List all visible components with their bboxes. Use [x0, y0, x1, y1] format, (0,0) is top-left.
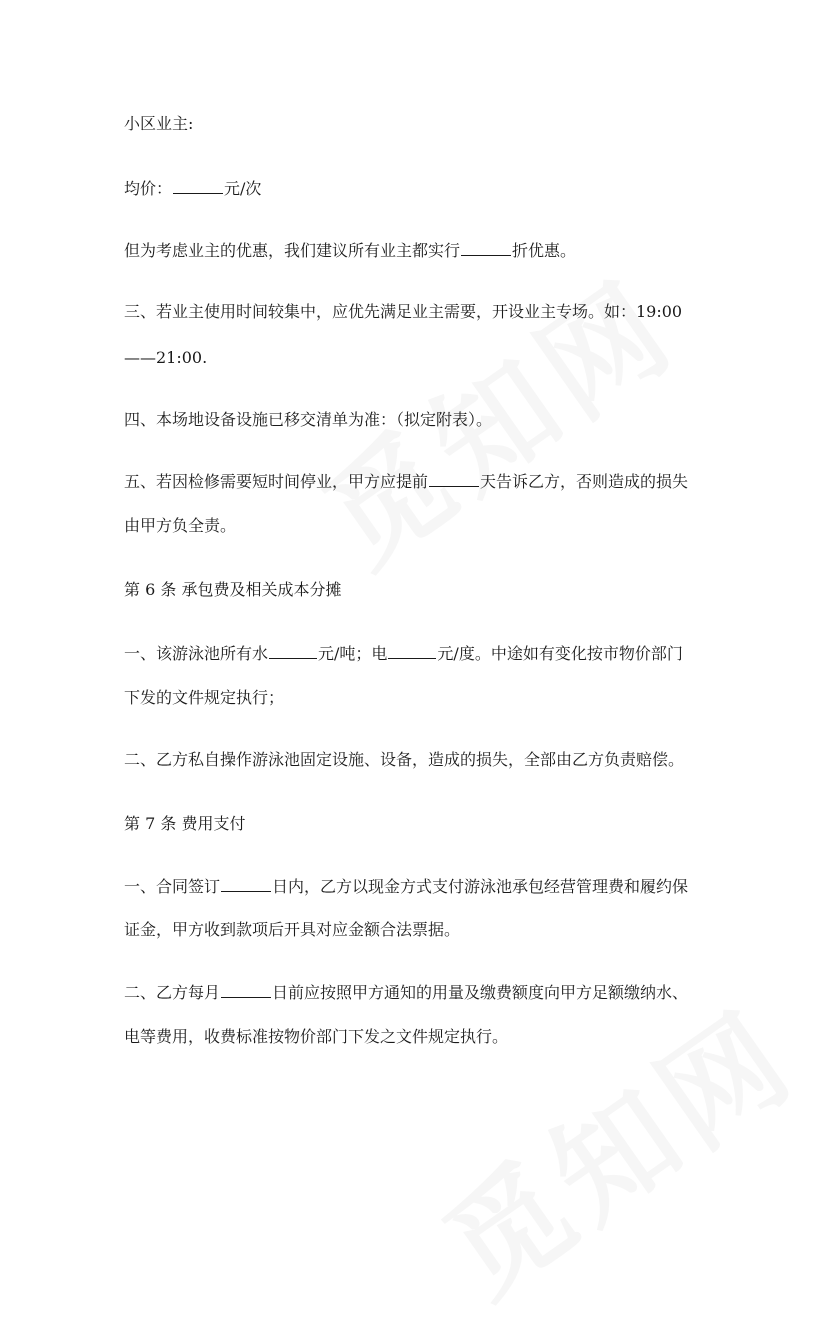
- watermark: [406, 964, 824, 1328]
- fill-blank: [388, 643, 436, 659]
- text-line: [124, 750, 684, 770]
- text-line: [124, 302, 682, 322]
- fill-blank: [221, 982, 271, 998]
- line-text: 元/吨；电: [318, 644, 388, 663]
- text-line: [124, 240, 576, 261]
- line-text: 天告诉乙方，否则造成的损失: [480, 472, 689, 491]
- text-line: [124, 1027, 508, 1047]
- line-text: 第 6 条 承包费及相关成本分摊: [124, 580, 342, 599]
- line-text: 小区业主:: [124, 114, 194, 133]
- line-text: 二、乙方每月: [124, 983, 221, 1002]
- text-line: [124, 643, 683, 664]
- line-text: 四、本场地设备设施已移交清单为准：（拟定附表）。: [124, 410, 493, 429]
- line-text: 一、合同签订: [124, 877, 221, 896]
- fill-blank: [269, 643, 317, 659]
- text-line: [124, 516, 236, 536]
- text-line: [124, 920, 460, 940]
- section-heading: [124, 814, 245, 834]
- text-line: [124, 410, 492, 430]
- fill-blank: [173, 178, 223, 194]
- fill-blank: [429, 471, 479, 487]
- text-line: [124, 114, 193, 134]
- line-text: 日内，乙方以现金方式支付游泳池承包经营管理费和履约保: [272, 877, 689, 896]
- section-heading: [124, 580, 341, 600]
- line-text: 二、乙方私自操作游泳池固定设施、设备，造成的损失，全部由乙方负责赔偿。: [124, 750, 685, 769]
- line-text: 由甲方负全责。: [124, 516, 237, 535]
- line-text: 元/次: [224, 179, 262, 198]
- line-text: 电等费用，收费标准按物价部门下发之文件规定执行。: [124, 1027, 509, 1046]
- line-text: 五、若因检修需要短时间停业，甲方应提前: [124, 472, 429, 491]
- text-line: [124, 178, 261, 199]
- line-text: 但为考虑业主的优惠，我们建议所有业主都实行: [124, 241, 461, 260]
- line-text: 元/度。中途如有变化按市物价部门: [437, 644, 683, 663]
- line-text: 三、若业主使用时间较集中，应优先满足业主需要，开设业主专场。如：19:00: [124, 302, 683, 321]
- text-line: [124, 876, 688, 897]
- line-text: 证金，甲方收到款项后开具对应金额合法票据。: [124, 920, 461, 939]
- text-line: [124, 688, 284, 708]
- line-text: 均价：: [124, 179, 173, 198]
- line-text: 折优惠。: [512, 241, 577, 260]
- line-text: ——21:00.: [124, 348, 208, 367]
- fill-blank: [221, 876, 271, 892]
- line-text: 第 7 条 费用支付: [124, 814, 246, 833]
- text-line: [124, 982, 688, 1003]
- line-text: 一、该游泳池所有水: [124, 644, 269, 663]
- line-text: 下发的文件规定执行；: [124, 688, 285, 707]
- text-line: [124, 348, 207, 368]
- text-line: [124, 471, 688, 492]
- line-text: 日前应按照甲方通知的用量及缴费额度向甲方足额缴纳水、: [272, 983, 689, 1002]
- fill-blank: [461, 240, 511, 256]
